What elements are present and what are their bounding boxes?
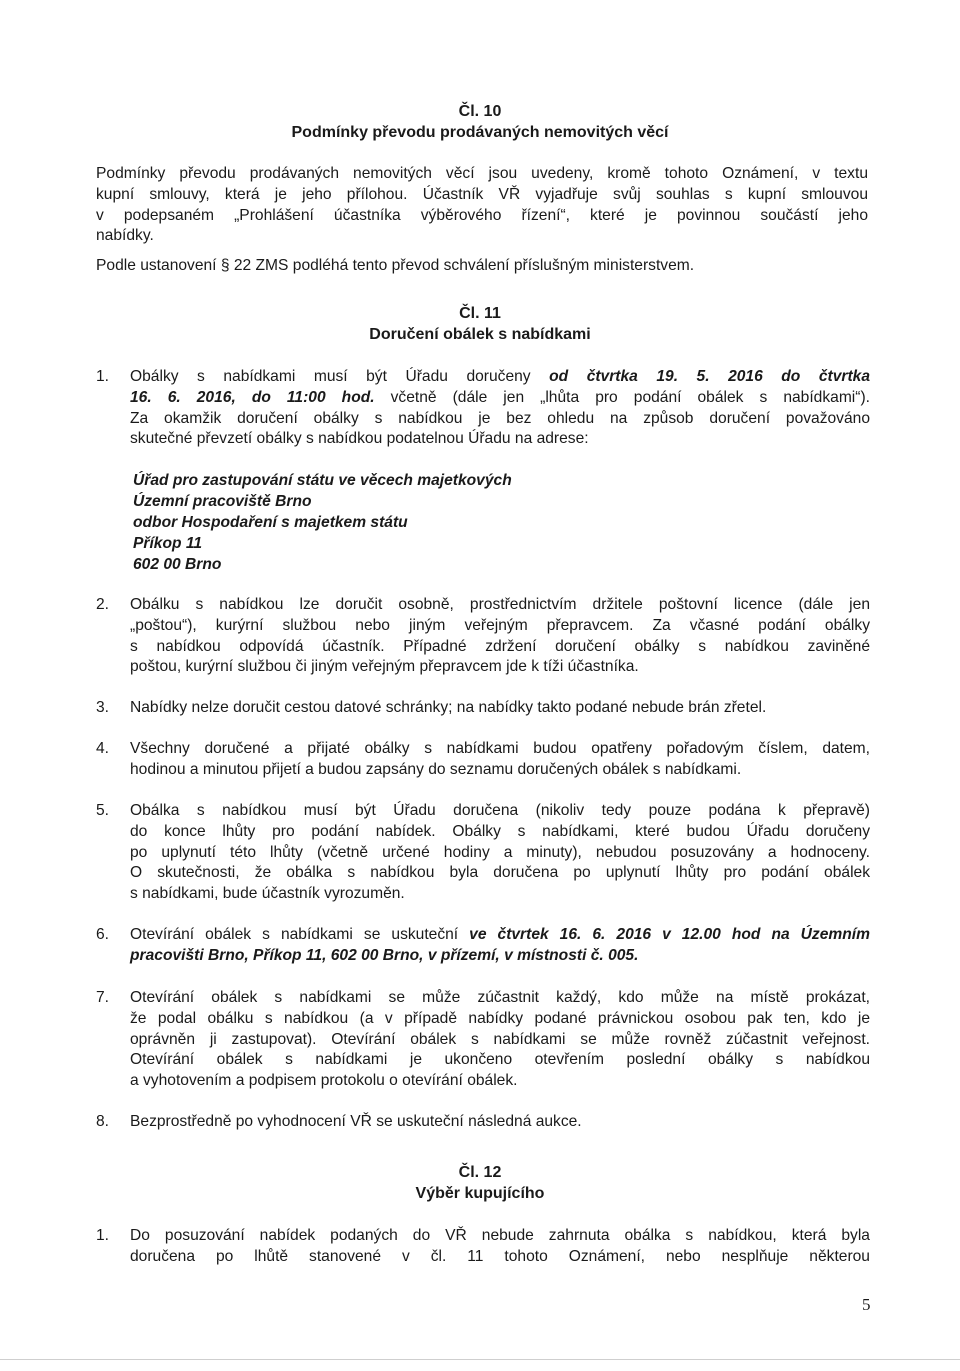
text-line: že podal obálku s nabídkou (a v případě nabídky podané právnickou osobou pak ten, kdo je <box>130 1009 870 1027</box>
text-line: Všechny doručené a přijaté obálky s nabídkami budou opatřeny pořadovým číslem, datem, <box>130 740 870 757</box>
text-line <box>130 925 870 946</box>
text-line <box>130 946 870 967</box>
article-10-subtitle: Podmínky převodu prodávaných nemovitých věcí <box>291 124 669 141</box>
text-line: kupní smlouvy, která je jeho přílohou. Účastník VŘ vyjadřuje svůj souhlas s kupní smlouvou <box>96 185 868 203</box>
text-line: po uplynutí této lhůty (včetně určené hodiny a minuty), nebudou posuzovány a hodnoceny. <box>130 843 870 861</box>
deadline-text: od čtvrtka 19. 5. 2016 do čtvrtka <box>549 368 870 385</box>
text-line: s nabídkami, bude účastník vyrozuměn. <box>130 885 405 903</box>
text-line: skutečné převzetí obálky s nabídkou podatelnou Úřadu na adrese: <box>130 430 589 448</box>
deadline-text: 16. 6. 2016, do 11:00 hod. <box>130 388 375 406</box>
item-number: 4. <box>96 740 110 757</box>
text-line: Obálka s nabídkou musí být Úřadu doručena (nikoliv tedy pouze podána k přepravě) <box>130 802 870 819</box>
item-number: 8. <box>96 1113 110 1130</box>
item-number: 1. <box>96 368 110 385</box>
page-bottom-edge <box>0 1359 960 1360</box>
item-number: 5. <box>96 802 110 819</box>
article-12-subtitle: Výběr kupujícího <box>415 1185 545 1202</box>
article-10-title: Čl. 10 <box>458 103 502 120</box>
opening-date-text: ve čtvrtek 16. 6. 2016 v 12.00 hod na Územním <box>469 926 870 943</box>
text-line: Podle ustanovení § 22 ZMS podléhá tento převod schválení příslušným ministerstvem. <box>96 257 695 274</box>
text-line: Otevírání obálek s nabídkami se může zúčastnit každý, kdo může na místě prokázat, <box>130 989 870 1006</box>
text-line: doručena po lhůtě stanovené v čl. 11 tohoto Oznámení, nebo nesplňuje některou <box>130 1247 870 1265</box>
text-line: v podepsaném „Prohlášení účastníka výběrového řízení“, které je povinnou součástí jeho <box>96 206 868 224</box>
item-number: 3. <box>96 699 110 716</box>
text-line: „poštou“), kurýrní službou nebo jiným veřejným přepravcem. Za včasné podání obálky <box>130 616 870 634</box>
text-line: O skutečnosti, že obálka s nabídkou byla doručena po uplynutí lhůty pro podání obálek <box>130 864 870 882</box>
text-line: Do posuzování nabídek podaných do VŘ nebude zahrnuta obálka s nabídkou, která byla <box>130 1227 870 1244</box>
text-line: hodinou a minutou přijetí a budou zapsány do seznamu doručených obálek s nabídkami. <box>130 760 742 778</box>
text-line: do konce lhůty pro podání nabídek. Obálky s nabídkami, které budou Úřadu doručeny <box>130 822 870 840</box>
address-line: Územní pracoviště Brno <box>133 493 312 510</box>
text-segment: včetně (dále jen „lhůta pro podání obálek s nabídkami“). <box>374 388 870 406</box>
text-line: oprávněn ji zastupovat). Otevírání obálek s nabídkami se může rovněž zúčastnit veřejnost. <box>130 1030 870 1048</box>
opening-place-text: pracovišti Brno, Příkop 11, 602 00 Brno, v přízemí, v místnosti č. 005. <box>130 946 639 964</box>
address-line: 602 00 Brno <box>133 556 222 573</box>
address-line: Úřad pro zastupování státu ve věcech majetkových <box>133 472 512 489</box>
page-number: 5 <box>862 1295 871 1314</box>
text-line: Nabídky nelze doručit cestou datové schránky; na nabídky takto podané nebude brán zřetel. <box>130 699 767 716</box>
article-10-paragraph-2 <box>96 256 868 277</box>
article-11-title: Čl. 11 <box>459 305 501 322</box>
text-line: Bezprostředně po vyhodnocení VŘ se uskuteční následná aukce. <box>130 1113 582 1130</box>
article-10-paragraph-1 <box>96 164 868 247</box>
text-line: poštou, kurýrní službou či jiným veřejným přepravcem jde k tíži účastníka. <box>130 658 639 676</box>
item-number: 7. <box>96 989 110 1006</box>
text-segment: Obálky s nabídkami musí být Úřadu doručeny <box>130 368 550 385</box>
item-number: 1. <box>96 1227 110 1244</box>
item-number: 2. <box>96 596 110 613</box>
text-line: Za okamžik doručení obálky s nabídkou je bez ohledu na způsob doručení považováno <box>130 409 870 427</box>
address-line: odbor Hospodaření s majetkem státu <box>133 514 408 531</box>
text-line: s nabídkou odpovídá účastník. Případné zdržení doručení obálky s nabídkou zaviněné <box>130 637 870 655</box>
item-number: 6. <box>96 926 110 943</box>
text-line: a vyhotovením a podpisem protokolu o otevírání obálek. <box>130 1072 518 1090</box>
text-line: nabídky. <box>96 227 154 245</box>
text-line <box>130 367 870 388</box>
text-segment: Otevírání obálek s nabídkami se uskuteční <box>130 926 470 943</box>
text-line: Otevírání obálek s nabídkami je ukončeno otevřením poslední obálky s nabídkou <box>130 1051 870 1069</box>
office-address <box>133 470 512 575</box>
text-line: Obálku s nabídkou lze doručit osobně, prostřednictvím držitele poštovní licence (dále jen <box>130 596 870 613</box>
text-line: Podmínky převodu prodávaných nemovitých věcí jsou uvedeny, kromě tohoto Oznámení, v textu <box>96 165 868 182</box>
address-line: Příkop 11 <box>133 535 203 552</box>
article-12-title: Čl. 12 <box>458 1164 502 1181</box>
article-11-subtitle: Doručení obálek s nabídkami <box>369 326 591 343</box>
text-line <box>130 388 870 409</box>
